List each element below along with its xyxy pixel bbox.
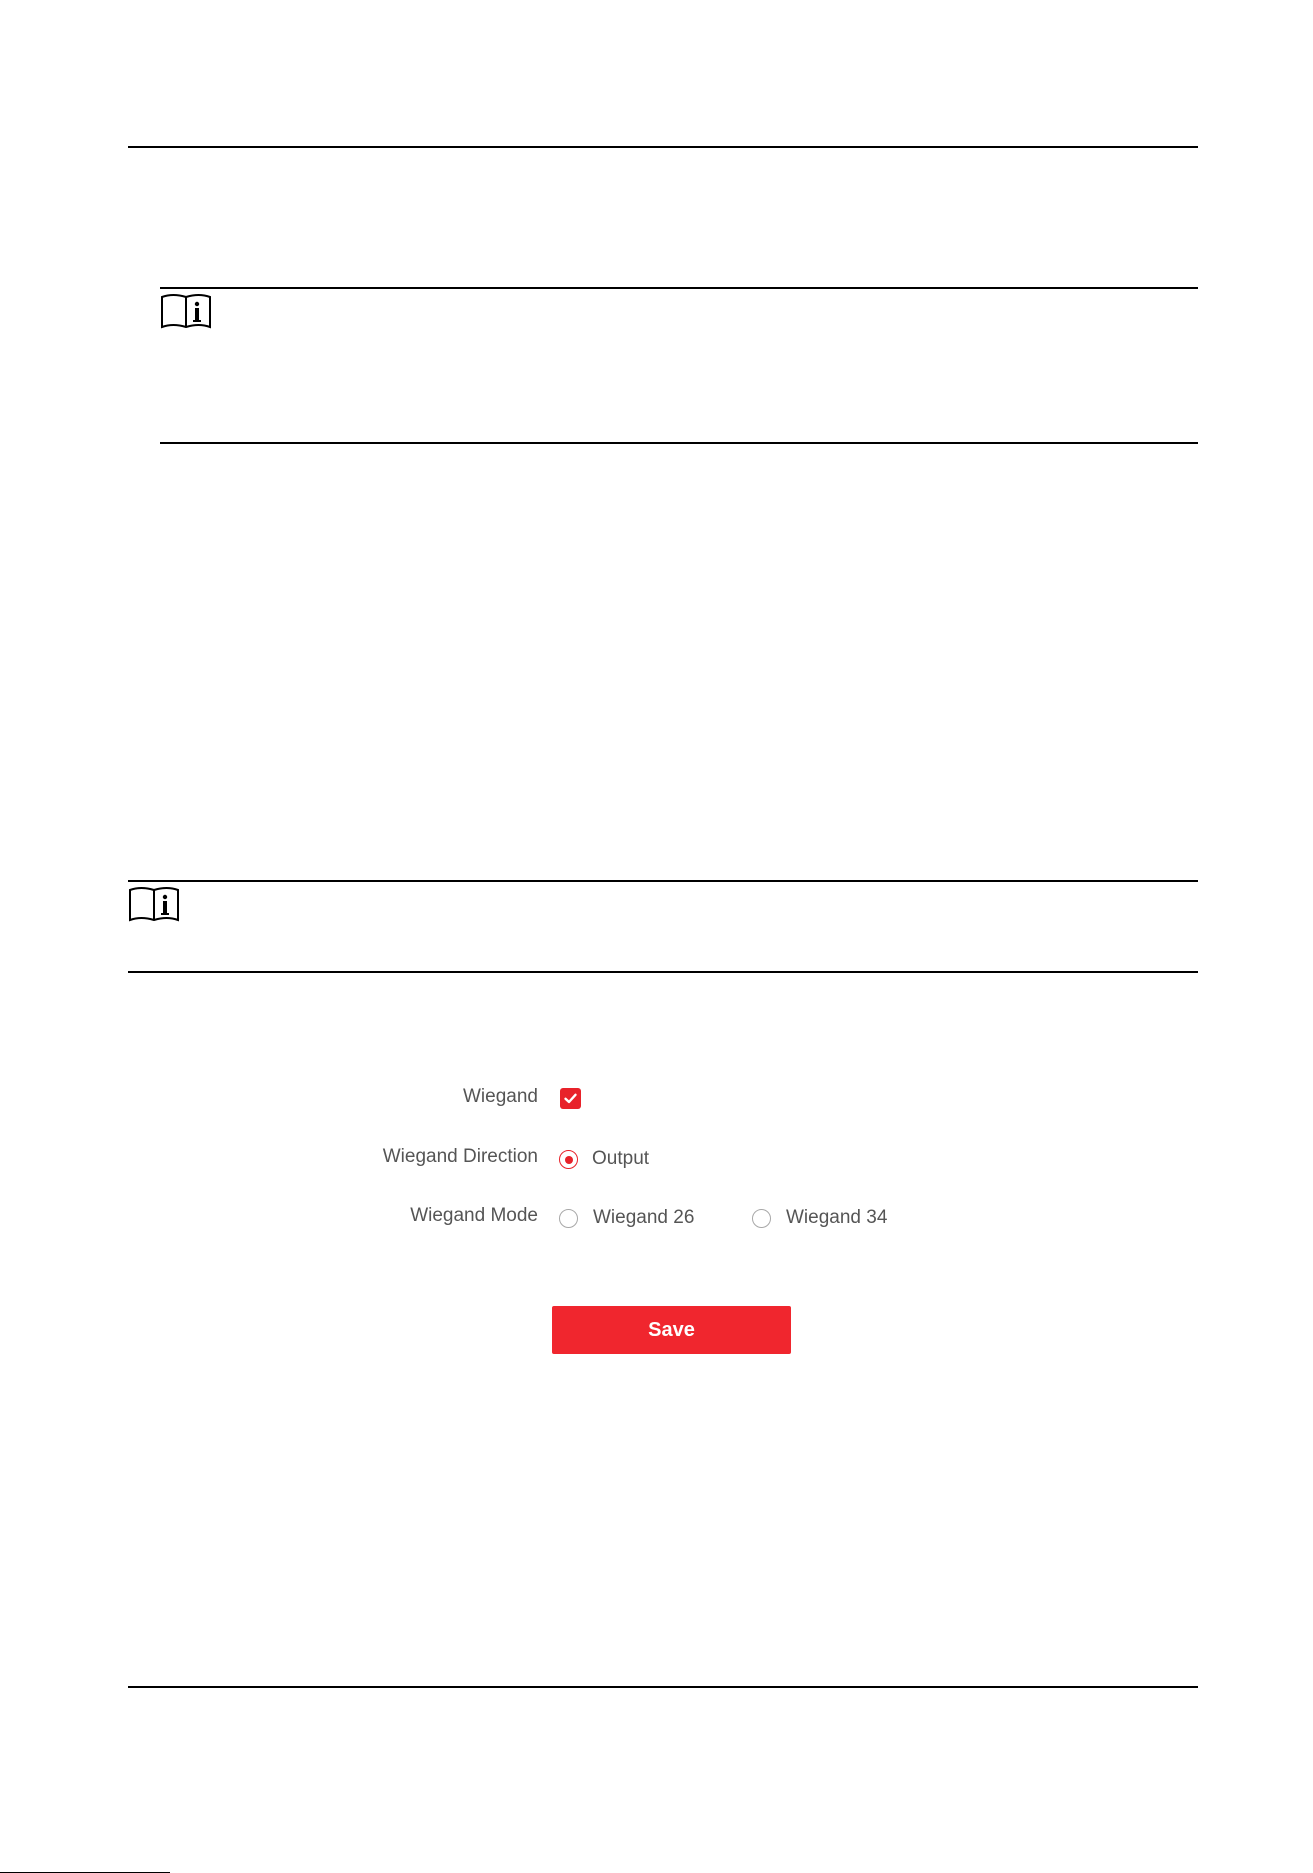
save-button[interactable]: Save — [552, 1306, 791, 1354]
note-top-rule — [160, 287, 1198, 289]
mode-wiegand-34-radio[interactable] — [752, 1209, 771, 1228]
note-bottom-rule — [160, 442, 1198, 444]
mode-wiegand-26-label[interactable]: Wiegand 26 — [593, 1207, 695, 1228]
wiegand-mode-label: Wiegand Mode — [410, 1205, 538, 1226]
direction-output-label[interactable]: Output — [592, 1148, 650, 1169]
info-book-icon — [160, 293, 212, 331]
info-book-icon — [128, 886, 180, 924]
note-top-rule — [128, 880, 1198, 882]
mode-wiegand-26-radio[interactable] — [559, 1209, 578, 1228]
mode-wiegand-34-label[interactable]: Wiegand 34 — [786, 1207, 888, 1228]
note-bottom-rule — [128, 971, 1198, 973]
cut-off-footer-text — [0, 1866, 1313, 1873]
wiegand-enable-checkbox[interactable] — [560, 1088, 581, 1109]
wiegand-direction-label: Wiegand Direction — [382, 1146, 538, 1167]
footer-rule — [128, 1686, 1198, 1688]
check-icon — [563, 1091, 578, 1106]
header-rule — [128, 146, 1198, 148]
wiegand-label: Wiegand — [463, 1086, 538, 1107]
direction-output-radio[interactable] — [559, 1150, 578, 1169]
